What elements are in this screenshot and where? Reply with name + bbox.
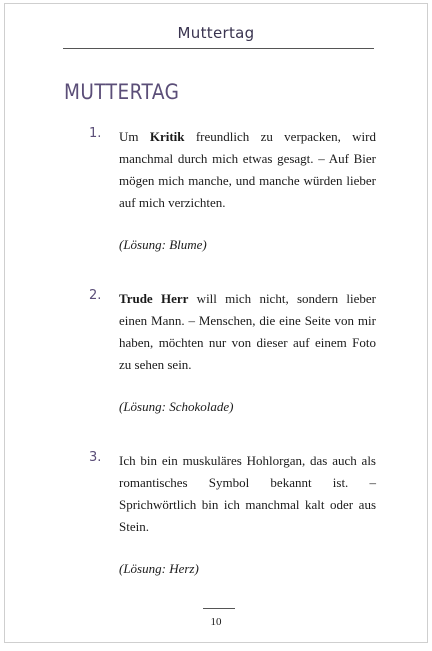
- riddle-solution: (Lösung: Herz): [119, 561, 199, 576]
- riddle-list: [89, 126, 376, 612]
- footer-rule: [203, 608, 235, 609]
- riddle-item: [89, 288, 376, 416]
- riddle-text-bold: Kritik: [149, 129, 185, 144]
- riddle-number: 3.: [89, 450, 102, 465]
- riddle-text-part: Ich bin ein muskuläres Hohlorgan, das auch als romantisches Symbol bekannt ist. – Sprichwörtlich bin ich manchmal kalt oder aus Stein.: [119, 453, 376, 534]
- riddle-text: [119, 288, 376, 376]
- riddle-number: 1.: [89, 126, 102, 141]
- riddle-text-part: freundlich zu verpacken, wird manchmal durch mich etwas gesagt. – Auf Bier mögen mich manche, und manche würden lieber auf mich verzichten.: [119, 129, 376, 210]
- chapter-title: MUTTERTAG: [64, 80, 180, 104]
- riddle-text-part: will mich nicht, sondern lieber einen Mann. – Menschen, die eine Seite von mir haben, möchten nur von dieser auf einem Foto zu sehen sein.: [119, 291, 376, 372]
- riddle-text: [119, 126, 376, 214]
- riddle-item: [89, 450, 376, 578]
- riddle-number: 2.: [89, 288, 102, 303]
- riddle-solution: (Lösung: Blume): [119, 237, 207, 252]
- riddle-solution: (Lösung: Schokolade): [119, 399, 234, 414]
- riddle-text-bold: Trude Herr: [119, 291, 189, 306]
- header-rule: [63, 48, 374, 49]
- riddle-text-part: Um: [119, 129, 150, 144]
- running-head: Muttertag: [177, 24, 255, 42]
- page-number: 10: [210, 616, 222, 628]
- book-page: [4, 3, 428, 643]
- riddle-text: [119, 450, 376, 538]
- riddle-item: [89, 126, 376, 254]
